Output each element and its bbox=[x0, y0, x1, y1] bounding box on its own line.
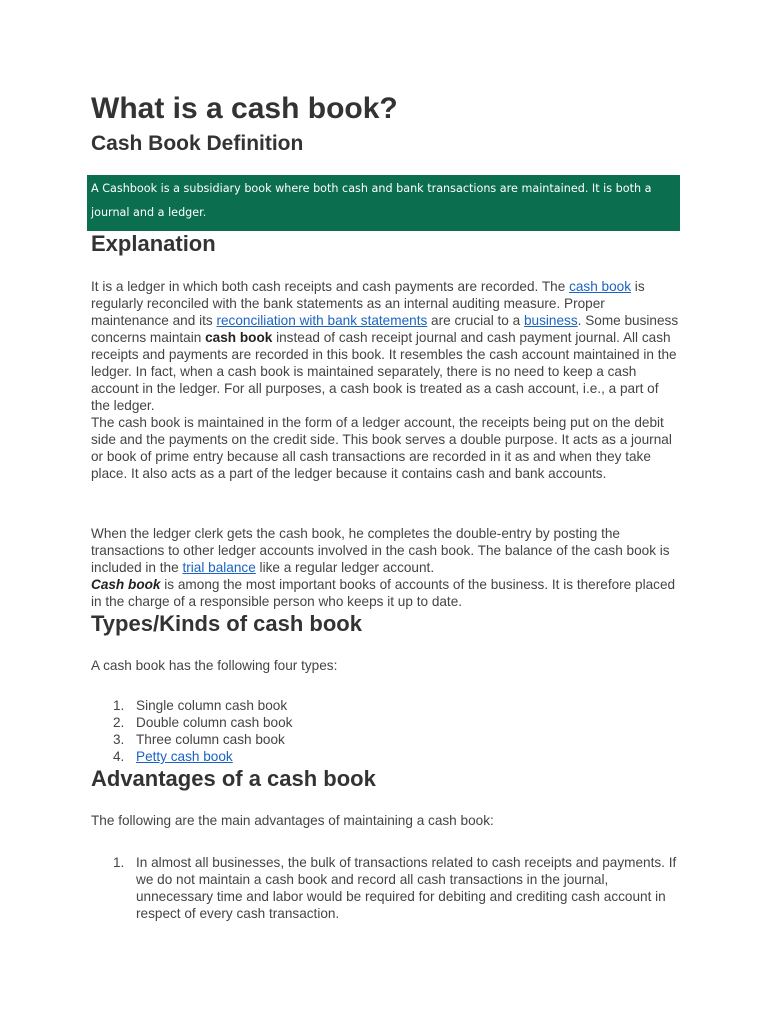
list-item bbox=[91, 854, 681, 922]
list-item bbox=[91, 748, 681, 765]
page-title: What is a cash book? bbox=[91, 92, 398, 125]
business-link[interactable]: business bbox=[523, 313, 578, 328]
explanation-paragraph-1 bbox=[91, 278, 681, 482]
types-heading: Types/Kinds of cash book bbox=[91, 611, 362, 636]
text-run: is regularly reconciled with the bank statements as an internal auditing measure. Proper maintenance and its bbox=[91, 279, 645, 328]
bold-text: cash book bbox=[205, 330, 273, 345]
list-item-label: Three column cash book bbox=[136, 732, 285, 747]
list-number: 1. bbox=[113, 698, 125, 713]
definition-box: A Cashbook is a subsidiary book where both cash and bank transactions are maintained. It is both a journal and a ledger. bbox=[87, 175, 680, 231]
list-item-label: In almost all businesses, the bulk of transactions related to cash receipts and payments. If we do not maintain a cash book and record all cash transactions in the journal, unnecessary time and labor would be required for debiting and crediting cash account in respect of every cash transaction. bbox=[136, 855, 677, 921]
explanation-paragraph-3 bbox=[91, 525, 681, 610]
advantages-intro: The following are the main advantages of maintaining a cash book: bbox=[91, 813, 494, 828]
text-run: like a regular ledger account. bbox=[255, 560, 435, 575]
list-number: 2. bbox=[113, 715, 125, 730]
text-run: instead of cash receipt journal and cash payment journal. All cash receipts and payments are recorded in this book. It resembles the cash account maintained in the ledger. In fact, when a cash book is maintained separately, there is no need to keep a cash account in the ledger. For all purposes, a cash book is treated as a cash account, i.e., a part of the ledger. bbox=[91, 330, 677, 413]
list-number: 4. bbox=[113, 749, 125, 764]
text-run: It is a ledger in which both cash receipts and cash payments are recorded. The bbox=[91, 279, 570, 294]
cash-book-link[interactable]: cash book bbox=[569, 279, 632, 294]
list-item-label: Double column cash book bbox=[136, 715, 293, 730]
explanation-heading: Explanation bbox=[91, 231, 216, 256]
text-run: are crucial to a bbox=[427, 313, 524, 328]
list-item bbox=[91, 731, 681, 748]
text-run: is among the most important books of accounts of the business. It is therefore placed in the charge of a responsible person who keeps it up to date. bbox=[91, 577, 676, 609]
list-number: 3. bbox=[113, 732, 125, 747]
types-list bbox=[91, 697, 681, 765]
advantages-heading: Advantages of a cash book bbox=[91, 766, 376, 791]
explanation-paragraph-2: The cash book is maintained in the form of a ledger account, the receipts being put on the debit side and the payments on the credit side. This book serves a double purpose. It acts as a journal or book of prime entry because all cash transactions are recorded in it as and when they take place. It also acts as a part of the ledger because it contains cash and bank accounts. bbox=[91, 415, 672, 481]
list-number: 1. bbox=[113, 855, 125, 870]
petty-cash-book-link[interactable]: Petty cash book bbox=[136, 749, 233, 764]
page-subtitle: Cash Book Definition bbox=[91, 132, 304, 155]
list-item-label: Single column cash book bbox=[136, 698, 288, 713]
trial-balance-link[interactable]: trial balance bbox=[182, 560, 256, 575]
text-run: . Some business concerns maintain bbox=[91, 313, 679, 345]
types-intro: A cash book has the following four types: bbox=[91, 658, 338, 673]
text-run: When the ledger clerk gets the cash book, he completes the double-entry by posting the transactions to other ledger accounts involved in the cash book. The balance of the cash book is included in the bbox=[91, 526, 670, 575]
bold-italic-text: Cash book bbox=[91, 577, 161, 592]
list-item bbox=[91, 697, 681, 714]
list-item bbox=[91, 714, 681, 731]
advantages-list bbox=[91, 854, 681, 922]
reconciliation-link[interactable]: reconciliation with bank statements bbox=[216, 313, 428, 328]
